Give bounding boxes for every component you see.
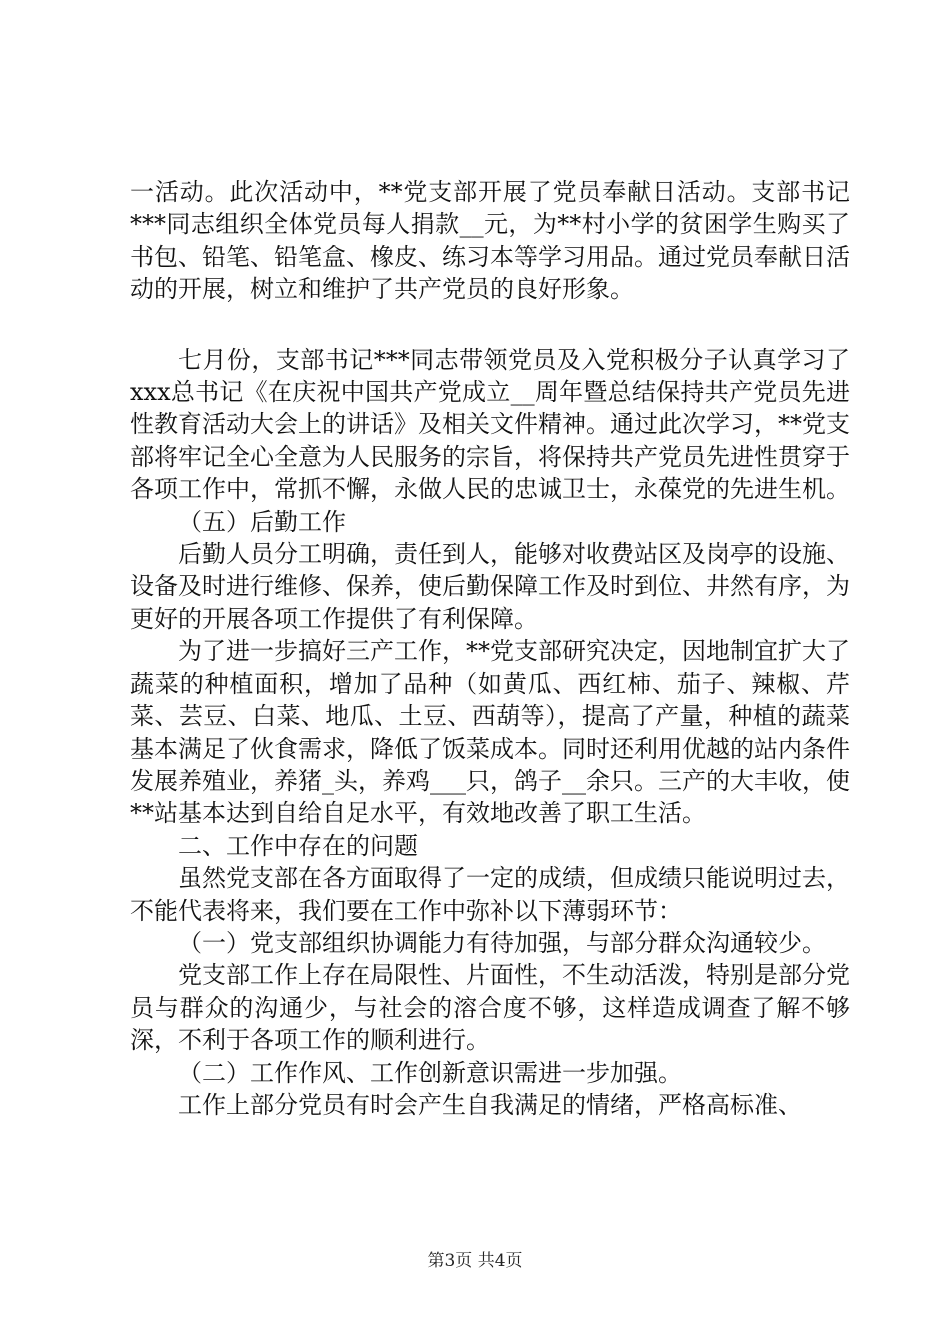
paragraph-coordination: 党支部工作上存在局限性、片面性，不生动活泼，特别是部分党员与群众的沟通少，与社会的溶合度不够，这样造成调查了解不够深，不利于各项工作的顺利进行。 xyxy=(130,961,850,1055)
page-footer: 第3页 共4页 xyxy=(427,1251,523,1271)
paragraph-work-style: 工作上部分党员有时会产生自我满足的情绪，严格高标准、 xyxy=(178,1090,802,1119)
paragraph-july-study: 七月份，支部书记***同志带领党员及入党积极分子认真学习了xxx总书记《在庆祝中国共产党成立__周年暨总结保持共产党员先进性教育活动大会上的讲话》及相关文件精神。通过此次学习，**党支部将牢记全心全意为人民服务的宗旨，将保持共产党员先进性贯穿于各项工作中，常抓不懈，永做人民的忠诚卫士，永葆党的先进生机。 xyxy=(130,345,850,504)
paragraph-problems-intro: 虽然党支部在各方面取得了一定的成绩，但成绩只能说明过去，不能代表将来，我们要在工作中弥补以下薄弱环节： xyxy=(130,864,850,925)
paragraph-tertiary-industry: 为了进一步搞好三产工作，**党支部研究决定，因地制宜扩大了蔬菜的种植面积，增加了品种（如黄瓜、西红柿、茄子、辣椒、芹菜、芸豆、白菜、地瓜、土豆、西葫等），提高了产量，种植的蔬菜基本满足了伙食需求，降低了饭菜成本。同时还利用优越的站内条件发展养殖业，养猪_头，养鸡___只，鸽子__余只。三产的大丰收，使**站基本达到自给自足水平，有效地改善了职工生活。 xyxy=(130,637,850,828)
section-heading-problems: 二、工作中存在的问题 xyxy=(178,831,418,860)
paragraph-continuation: 一活动。此次活动中，**党支部开展了党员奉献日活动。支部书记***同志组织全体党员每人捐款__元，为**村小学的贫困学生购买了书包、铅笔、铅笔盒、橡皮、练习本等学习用品。通过党员奉献日活动的开展，树立和维护了共产党员的良好形象。 xyxy=(130,178,850,304)
subheading-work-style: （二）工作作风、工作创新意识需进一步加强。 xyxy=(178,1058,682,1087)
document-body xyxy=(130,176,850,1121)
paragraph-gap xyxy=(130,306,850,344)
section-heading-logistics: （五）后勤工作 xyxy=(178,507,346,536)
paragraph-logistics: 后勤人员分工明确，责任到人，能够对收费站区及岗亭的设施、设备及时进行维修、保养，使后勤保障工作及时到位、井然有序，为更好的开展各项工作提供了有利保障。 xyxy=(130,540,850,633)
subheading-coordination: （一）党支部组织协调能力有待加强，与部分群众沟通较少。 xyxy=(178,928,826,957)
